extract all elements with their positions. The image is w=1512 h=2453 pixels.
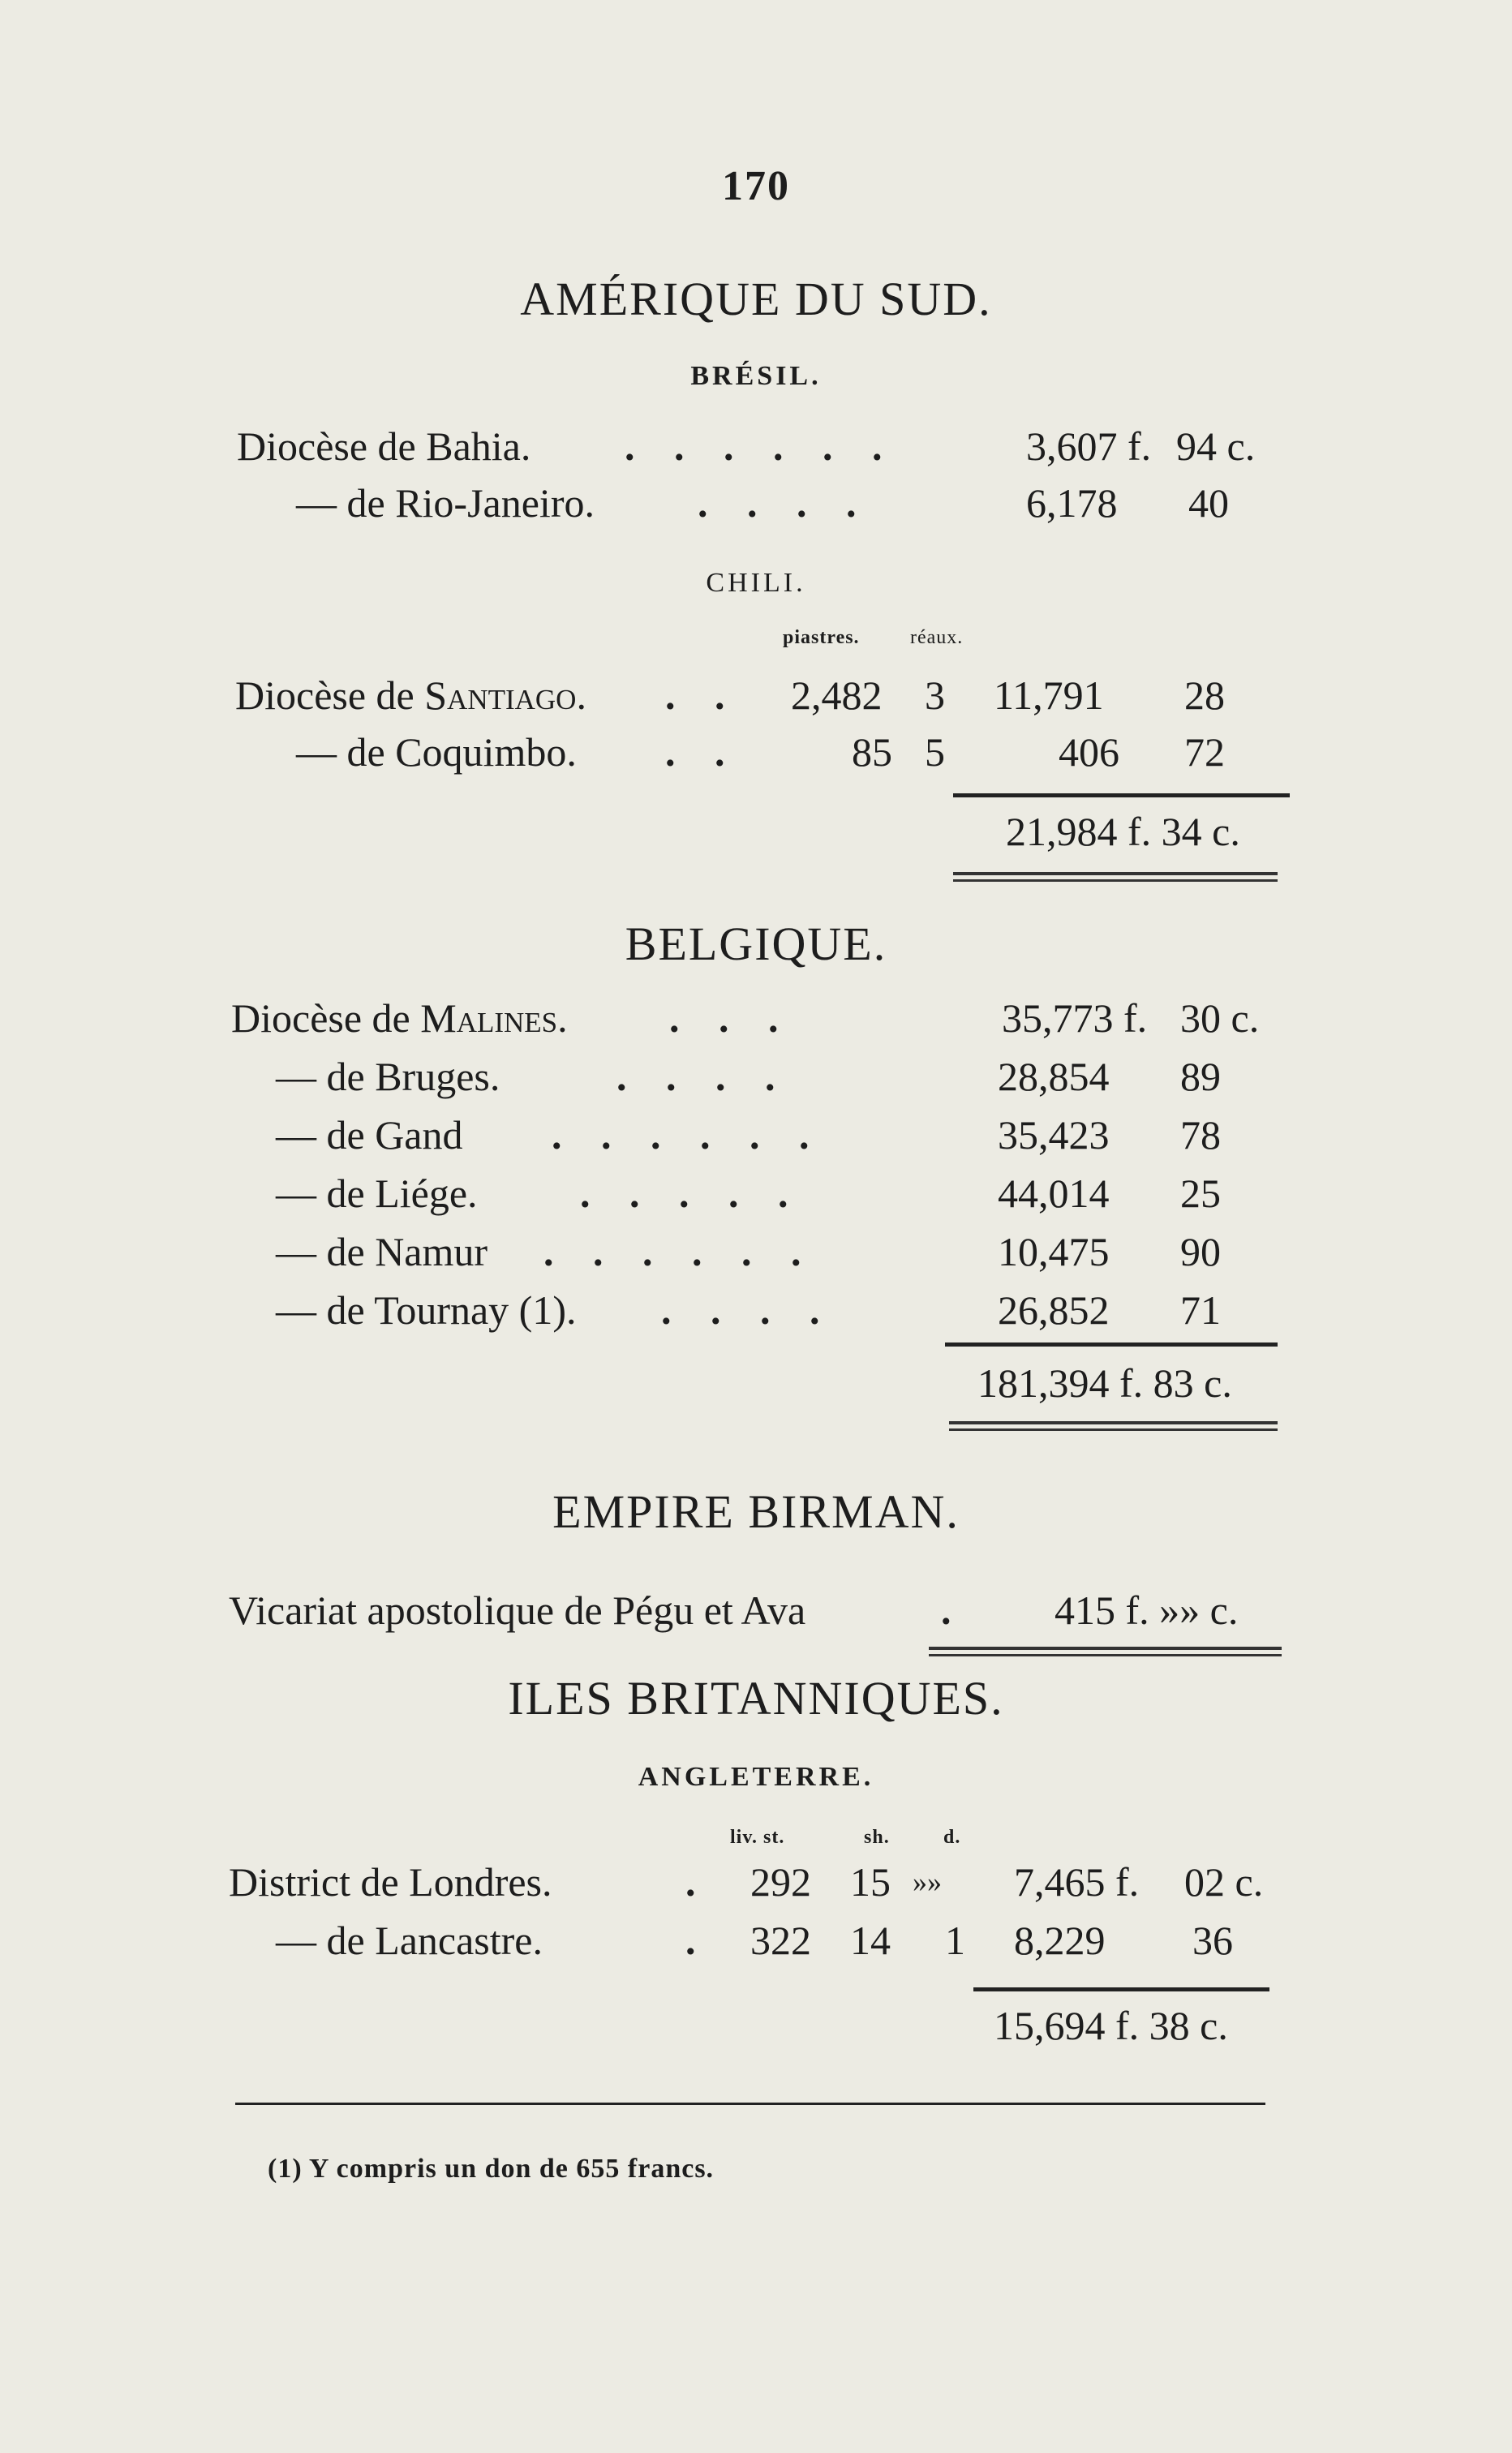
row-lancastre-dots: . — [685, 1918, 711, 1963]
row-bruges-label: — de Bruges. — [276, 1054, 500, 1099]
row-santiago-dots: . . — [665, 672, 740, 718]
row-gand-label: — de Gand — [276, 1112, 463, 1158]
row-lancastre-centimes: 36 — [1192, 1918, 1233, 1963]
page-number: 170 — [722, 163, 790, 209]
row-liege-dots: . . . . . — [580, 1171, 803, 1216]
row-bahia-dots: . . . . . . — [625, 423, 897, 469]
total-chili: 21,984 f. 34 c. — [1006, 809, 1240, 854]
row-bahia-label: Diocèse de Bahia. — [237, 423, 531, 469]
row-coquimbo-piastres: 85 — [852, 729, 892, 775]
subtitle-chili: CHILI. — [706, 568, 806, 598]
row-namur-francs: 10,475 — [998, 1229, 1110, 1274]
row-rio-centimes: 40 — [1188, 480, 1229, 526]
row-coquimbo-francs: 406 — [1059, 729, 1119, 775]
row-londres-d: »» — [913, 1866, 942, 1898]
row-londres-liv: 292 — [750, 1859, 811, 1905]
row-lancastre-d: 1 — [945, 1918, 965, 1963]
row-londres-centimes: 02 c. — [1184, 1859, 1264, 1905]
row-tournay-dots: . . . . — [661, 1287, 835, 1333]
row-liege-francs: 44,014 — [998, 1171, 1110, 1216]
total-britanniques: 15,694 f. 38 c. — [994, 2003, 1228, 2048]
row-namur-dots: . . . . . . — [543, 1229, 816, 1274]
row-pegu-label: Vicariat apostolique de Pégu et Ava — [229, 1587, 806, 1633]
col-d: d. — [943, 1827, 961, 1848]
footnote: (1) Y compris un don de 655 francs. — [268, 2154, 715, 2184]
row-gand-francs: 35,423 — [998, 1112, 1110, 1158]
row-lancastre-francs: 8,229 — [1014, 1918, 1106, 1963]
row-malines-dots: . . . — [669, 995, 793, 1041]
section-title-birman: EMPIRE BIRMAN. — [552, 1485, 960, 1538]
double-rule-chili — [953, 872, 1278, 882]
row-gand-dots: . . . . . . — [552, 1112, 824, 1158]
row-liege-centimes: 25 — [1180, 1171, 1221, 1216]
row-bahia-centimes: 94 c. — [1176, 423, 1256, 469]
section-title-britanniques: ILES BRITANNIQUES. — [508, 1672, 1004, 1725]
row-pegu-dots: . — [941, 1587, 966, 1633]
subtitle-angleterre: ANGLETERRE. — [638, 1762, 874, 1792]
row-santiago-francs: 11,791 — [994, 672, 1104, 718]
row-coquimbo-reaux: 5 — [925, 729, 945, 775]
row-gand-centimes: 78 — [1180, 1112, 1221, 1158]
footnote-separator — [235, 2103, 1265, 2105]
row-santiago-centimes: 28 — [1184, 672, 1225, 718]
row-malines-francs: 35,773 f. — [1002, 995, 1148, 1041]
row-coquimbo-dots: . . — [665, 729, 740, 775]
col-sh: sh. — [864, 1827, 890, 1848]
section-title-belgique: BELGIQUE. — [625, 917, 887, 970]
row-bruges-dots: . . . . — [616, 1054, 790, 1099]
row-rio-dots: . . . . — [698, 480, 871, 526]
row-rio-francs: 6,178 — [1026, 480, 1118, 526]
sum-rule-britanniques — [973, 1987, 1269, 1991]
row-rio-label: — de Rio-Janeiro. — [296, 480, 595, 526]
row-lancastre-liv: 322 — [750, 1918, 811, 1963]
section-title-amerique: AMÉRIQUE DU SUD. — [520, 273, 992, 325]
row-lancastre-sh: 14 — [850, 1918, 891, 1963]
row-namur-label: — de Namur — [276, 1229, 488, 1274]
double-rule-birman — [929, 1647, 1282, 1656]
col-reaux: réaux. — [910, 627, 964, 648]
double-rule-belgique — [949, 1421, 1278, 1431]
row-malines-label: Diocèse de Malines. — [231, 995, 568, 1041]
col-liv-st: liv. st. — [730, 1827, 785, 1848]
row-coquimbo-centimes: 72 — [1184, 729, 1225, 775]
row-londres-sh: 15 — [850, 1859, 891, 1905]
row-tournay-centimes: 71 — [1180, 1287, 1221, 1333]
row-londres-dots: . — [685, 1859, 711, 1905]
row-coquimbo-label: — de Coquimbo. — [296, 729, 577, 775]
row-namur-centimes: 90 — [1180, 1229, 1221, 1274]
row-tournay-francs: 26,852 — [998, 1287, 1110, 1333]
sum-rule-chili — [953, 793, 1290, 797]
row-bahia-francs: 3,607 f. — [1026, 423, 1152, 469]
row-liege-label: — de Liége. — [276, 1171, 478, 1216]
row-bruges-francs: 28,854 — [998, 1054, 1110, 1099]
row-tournay-label: — de Tournay (1). — [276, 1287, 577, 1333]
col-piastres: piastres. — [783, 627, 860, 648]
row-santiago-piastres: 2,482 — [791, 672, 883, 718]
subtitle-bresil: BRÉSIL. — [690, 361, 822, 391]
row-lancastre-label: — de Lancastre. — [276, 1918, 543, 1963]
sum-rule-belgique — [945, 1342, 1278, 1347]
row-santiago-reaux: 3 — [925, 672, 945, 718]
row-malines-centimes: 30 c. — [1180, 995, 1260, 1041]
row-londres-label: District de Londres. — [229, 1859, 552, 1905]
row-bruges-centimes: 89 — [1180, 1054, 1221, 1099]
total-belgique: 181,394 f. 83 c. — [977, 1360, 1232, 1406]
row-pegu-amount: 415 f. »» c. — [1055, 1587, 1239, 1633]
row-santiago-label: Diocèse de Santiago. — [235, 672, 586, 718]
row-londres-francs: 7,465 f. — [1014, 1859, 1140, 1905]
